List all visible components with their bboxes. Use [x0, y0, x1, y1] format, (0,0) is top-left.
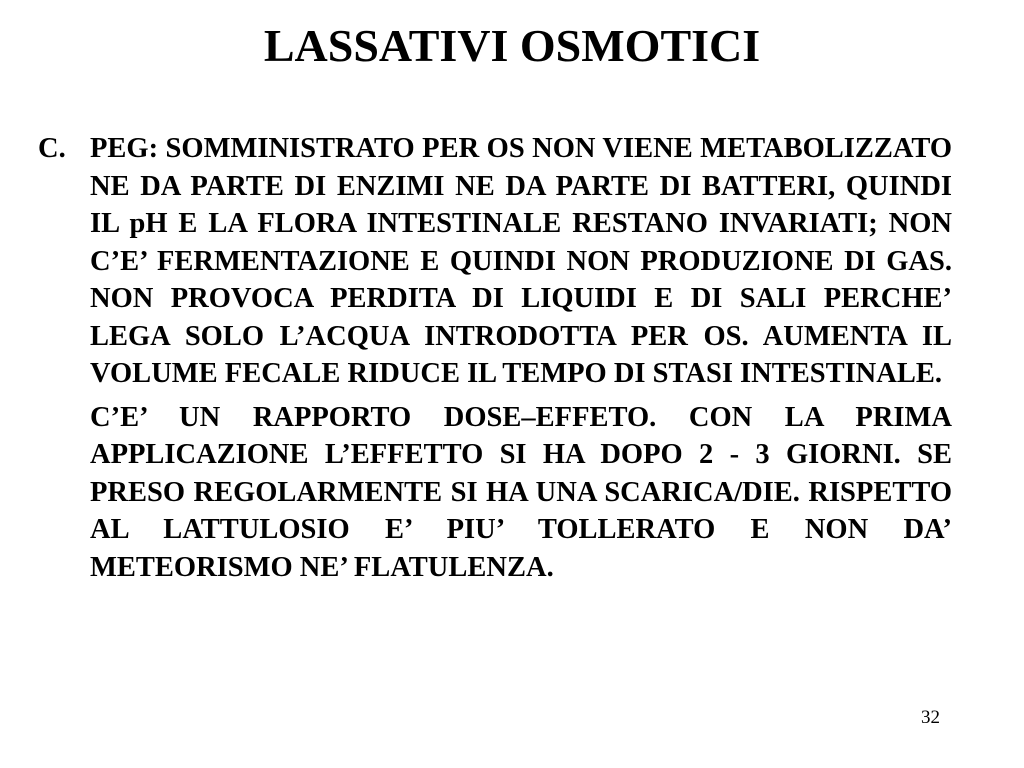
slide-title: LASSATIVI OSMOTICI [263, 20, 761, 71]
page-number: 32 [921, 707, 940, 728]
list-item-paragraph-2: C’E’ UN RAPPORTO DOSE–EFFETO. CON LA PRIMA APPLICAZIONE L’EFFETTO SI HA DOPO 2 - 3 GIORNI. SE PRESO REGOLARMENTE SI HA UNA SCARICA/DIE. RISPETTO AL LATTULOSIO E’ PIU’ TOLLERATO E NON DA’ METEORISMO NE’ FLATULENZA. [90, 401, 952, 583]
list-item-marker: C. [38, 133, 66, 164]
slide-body [38, 130, 952, 586]
list-item [38, 130, 952, 393]
list-item-paragraph-1: PEG: SOMMINISTRATO PER OS NON VIENE METABOLIZZATO NE DA PARTE DI ENZIMI NE DA PARTE DI BATTERI, QUINDI IL pH E LA FLORA INTESTINALE RESTANO INVARIATI; NON C’E’ FERMENTAZIONE E QUINDI NON PRODUZIONE DI GAS. NON PROVOCA PERDITA DI LIQUIDI E DI SALI PERCHE’ LEGA SOLO L’ACQUA INTRODOTTA PER OS. AUMENTA IL VOLUME FECALE RIDUCE IL TEMPO DI STASI INTESTINALE. [90, 133, 952, 389]
